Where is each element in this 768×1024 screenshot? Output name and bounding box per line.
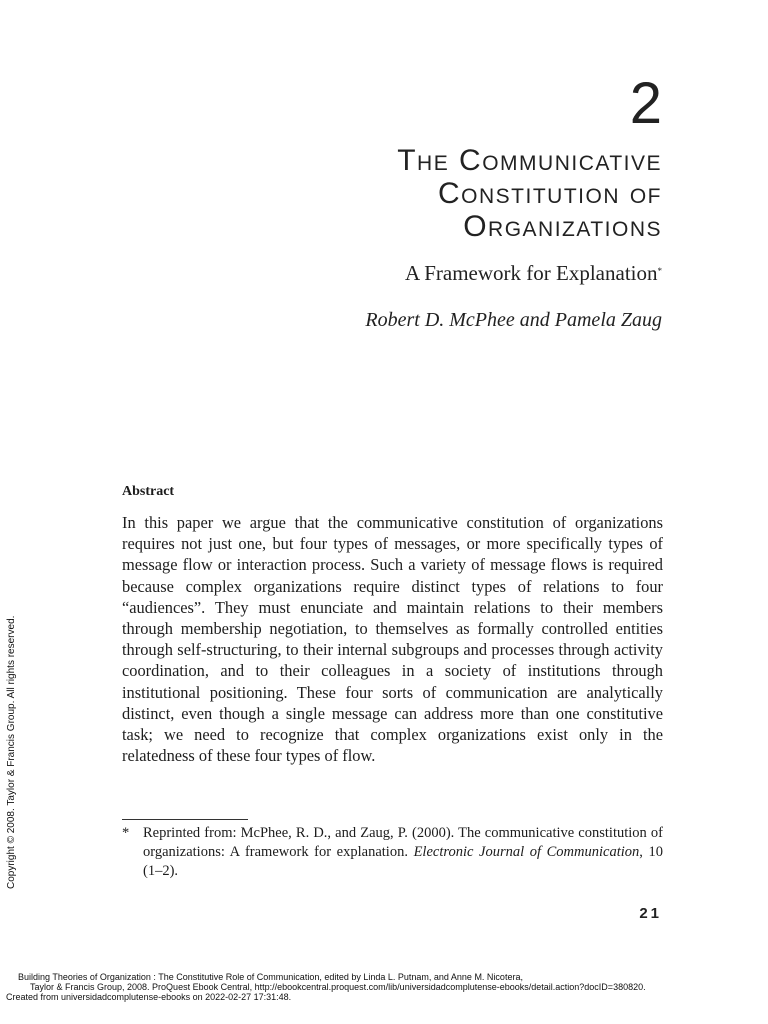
chapter-title-line-2: Constitution of bbox=[438, 177, 662, 210]
chapter-title bbox=[242, 144, 662, 243]
abstract-heading: Abstract bbox=[122, 484, 175, 499]
footnote-journal: Electronic Journal of Communication bbox=[413, 844, 640, 860]
page-number: 21 bbox=[639, 905, 662, 922]
chapter-number: 2 bbox=[629, 71, 662, 136]
footnote-text-after: , 10 (1–2). bbox=[143, 844, 663, 879]
chapter-subtitle-text: A Framework for Explanation bbox=[404, 261, 658, 285]
source-info-line-1: Building Theories of Organization : The Constitutive Role of Communication, edited by Linda L. Putnam, and Anne M. Nicotera, bbox=[18, 972, 523, 982]
footnote-mark: * bbox=[122, 825, 130, 841]
chapter-subtitle bbox=[405, 260, 662, 286]
abstract-body: In this paper we argue that the communicative constitution of organizations requires not just one, but four types of messages, or more specifically types of message flow or interaction process. Such a variety of message flows is required because complex organizations require distinct types of relations to four “audiences”. They must enunciate and maintain relations to their members through membership negotiation, to themselves as formally controlled entities through self-structuring, to their internal subgroups and processes through activity coordination, and to their colleagues in a society of institutions through institutional positioning. These four sorts of communication are analytically distinct, even though a single message can address more than one constitutive task; we need to recognize that complex organizations exist only in the relatedness of these four types of flow. bbox=[122, 513, 663, 766]
chapter-authors: Robert D. McPhee and Pamela Zaug bbox=[365, 309, 662, 331]
source-info-line-3: Created from universidadcomplutense-ebooks on 2022-02-27 17:31:48. bbox=[6, 992, 292, 1002]
source-info-line-2: Taylor & Francis Group, 2008. ProQuest Ebook Central, http://ebookcentral.proquest.com/lib/universidadcomplutense-ebooks/detail.action?docID=380820. bbox=[30, 982, 646, 992]
source-info bbox=[0, 972, 768, 1002]
footnote-text bbox=[143, 824, 663, 881]
side-copyright-notice: Copyright © 2008. Taylor & Francis Group. All rights reserved. bbox=[6, 615, 17, 889]
footnote-divider bbox=[122, 819, 248, 820]
footnote-text-before: Reprinted from: McPhee, R. D., and Zaug, P. (2000). The communicative constitution of organizations: A framework for explanation. bbox=[143, 825, 663, 860]
subtitle-footnote-mark: * bbox=[657, 266, 662, 276]
chapter-title-line-3: Organizations bbox=[463, 210, 662, 243]
chapter-title-line-1: The Communicative bbox=[397, 144, 662, 177]
footnote bbox=[122, 824, 663, 881]
